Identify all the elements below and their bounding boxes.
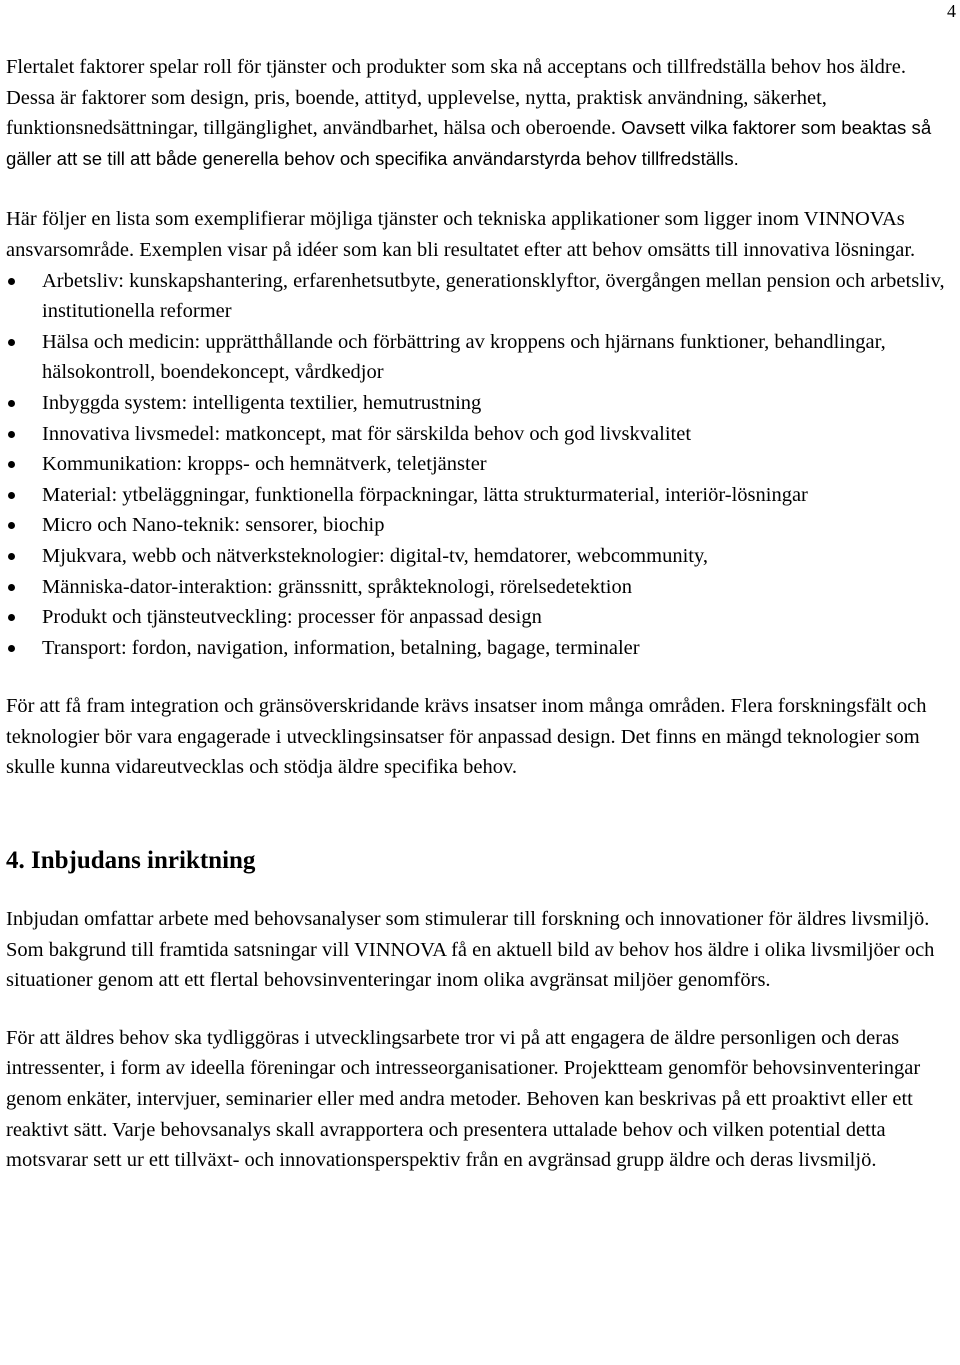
page-content xyxy=(6,52,956,1176)
list-item-text: Produkt och tjänsteutveckling: processer för anpassad design xyxy=(42,606,542,629)
list-item-text: Människa-dator-interaktion: gränssnitt, språkteknologi, rörelsedetektion xyxy=(42,575,632,598)
list-item xyxy=(6,480,956,511)
list-item xyxy=(6,541,956,572)
bullet-icon xyxy=(8,522,15,529)
bullet-icon xyxy=(8,492,15,499)
list-item-text: Innovativa livsmedel: matkoncept, mat för särskilda behov och god livskvalitet xyxy=(42,422,692,445)
list-item xyxy=(6,327,956,388)
bullet-icon xyxy=(8,614,15,621)
intro-factors-sans-text: Oavsett vilka faktorer som beaktas så gäller att se till att både generella behov och specifika användarstyrda behov tillfredställs. xyxy=(6,117,932,169)
list-item xyxy=(6,449,956,480)
application-list xyxy=(6,266,956,664)
page-number: 4 xyxy=(947,1,956,21)
list-item-text: Transport: fordon, navigation, information, betalning, bagage, terminaler xyxy=(42,636,640,659)
list-item-text: Kommunikation: kropps- och hemnätverk, teletjänster xyxy=(42,453,487,476)
bullet-icon xyxy=(8,553,15,560)
bullet-icon xyxy=(8,278,15,285)
section-paragraph-needs: För att äldres behov ska tydliggöras i utvecklingsarbete tror vi på att engagera de äldre personligen och deras intressenter, i form av ideella föreningar och intresseorganisationer. Projektteam genomför behovsinventeringar genom enkäter, intervjuer, seminarier eller med andra metoder. Behoven kan beskrivas på ett proaktivt eller ett reaktivt sätt. Varje behovsanalys skall avrapportera och presentera uttalade behov och vilken potential detta motsvarar sett ur ett tillväxt- och innovationsperspektiv från en avgränsad grupp äldre och deras livsmiljö. xyxy=(6,1026,921,1172)
list-item xyxy=(6,388,956,419)
list-item xyxy=(6,510,956,541)
section-heading: 4. Inbjudans inriktning xyxy=(6,847,256,875)
list-item xyxy=(6,419,956,450)
bullet-icon xyxy=(8,339,15,346)
list-item-text: Inbyggda system: intelligenta textilier, hemutrustning xyxy=(42,391,482,414)
list-item-text: Mjukvara, webb och nätverksteknologier: digital-tv, hemdatorer, webcommunity, xyxy=(42,544,708,567)
list-item xyxy=(6,633,956,664)
list-item xyxy=(6,266,956,327)
intro-factors-text: Flertalet faktorer spelar roll för tjänster och produkter som ska nå acceptans och tillfredställa behov hos äldre. Dessa är faktorer som design, pris, boende, attityd, upplevelse, nytta, praktisk användning, säkerhet, funktionsnedsättningar, tillgänglighet, användbarhet, hälsa och oberoende. xyxy=(6,56,906,140)
intro-paragraph-factors xyxy=(6,52,956,174)
list-item xyxy=(6,572,956,603)
bullet-icon xyxy=(8,400,15,407)
list-item-text: Material: ytbeläggningar, funktionella förpackningar, lätta strukturmaterial, interiör-lösningar xyxy=(42,483,808,506)
list-item-text: Hälsa och medicin: upprätthållande och förbättring av kroppens och hjärnans funktioner, behandlingar, hälsokontroll, boendekoncept, vårdkedjor xyxy=(42,330,886,384)
list-item-text: Micro och Nano-teknik: sensorer, biochip xyxy=(42,514,385,537)
list-item-text: Arbetsliv: kunskapshantering, erfarenhetsutbyte, generationsklyftor, övergången mellan pension och arbetsliv, institutionella reformer xyxy=(42,269,945,323)
bullet-icon xyxy=(8,584,15,591)
bullet-icon xyxy=(8,461,15,468)
intro-paragraph-list-lead: Här följer en lista som exemplifierar möjliga tjänster och tekniska applikationer som ligger inom VINNOVAs ansvarsområde. Exemplen visar på idéer som kan bli resultatet efter att behov omsätts till innovativa lösningar. xyxy=(6,208,916,261)
section-paragraph-invitation: Inbjudan omfattar arbete med behovsanalyser som stimulerar till forskning och innovationer för äldres livsmiljö. Som bakgrund till framtida satsningar vill VINNOVA få en aktuell bild av behov hos äldre i olika livsmiljöer och situationer genom att ett flertal behovsinventeringar inom olika avgränsat miljöer genomförs. xyxy=(6,908,935,992)
integration-paragraph: För att få fram integration och gränsöverskridande krävs insatser inom många områden. Flera forskningsfält och teknologier bör vara engagerade i utvecklingsinsatser för anpassad design. Det finns en mängd teknologier som skulle kunna vidareutvecklas och stödja äldre specifika behov. xyxy=(6,695,927,779)
list-item xyxy=(6,602,956,633)
bullet-icon xyxy=(8,645,15,652)
bullet-icon xyxy=(8,431,15,438)
